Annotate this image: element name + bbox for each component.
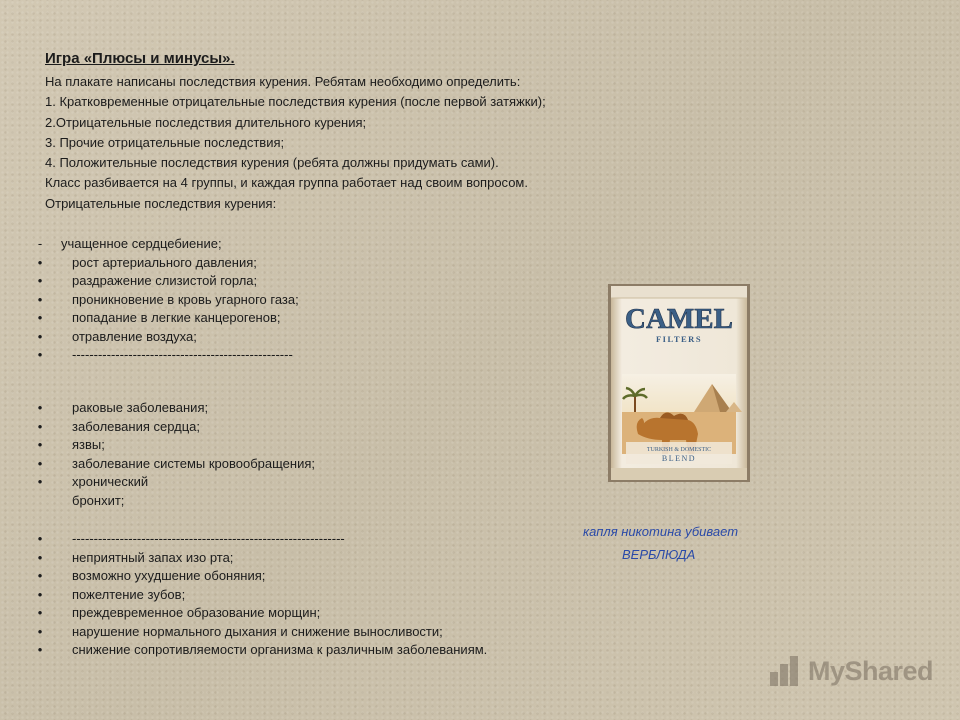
intro-line: На плакате написаны последствия курения. Ребятам необходимо определить: [45,74,521,89]
list-separator [30,530,522,549]
cigarette-pack-image [608,284,750,482]
brand-subtitle: FILTERS [655,334,703,344]
separator-text: --------------------------------------------------- [72,347,293,362]
brand-logo: CAMEL [625,303,733,335]
bullet-marker: • [37,347,43,362]
bullet-marker: • [37,474,43,489]
list-item-text: нарушение нормального дыхания и снижение выносливости; [72,623,443,639]
blend-label-line1: TURKISH & DOMESTIC [646,447,712,453]
image-caption-line1: капля никотина убивает [583,524,739,539]
intro-line: Класс разбивается на 4 группы, и каждая группа работает над своим вопросом. [45,175,528,191]
list-item-text: отравление воздуха; [72,328,197,344]
camel-pack-illustration [608,284,750,482]
watermark [768,654,933,688]
list-item-text: учащенное сердцебиение; [61,236,222,251]
list-item-text: снижение сопротивляемости организма к различным заболеваниям. [72,642,488,657]
list-item [30,418,315,437]
list-item [30,254,299,273]
list-item [30,235,299,254]
other-effects-list [30,530,522,660]
bullet-marker: • [37,291,43,307]
list-item-text: попадание в легкие канцерогенов; [72,310,281,325]
bullet-marker: • [37,605,43,620]
list-item [30,473,202,510]
list-item [30,549,522,568]
list-item-text: заболевание системы кровообращения; [72,455,316,471]
bullet-marker: • [37,642,43,657]
image-caption-line2: ВЕРБЛЮДА [622,547,696,562]
bullet-marker: • [37,623,43,639]
blend-label-line2: BLEND [661,454,697,463]
page-title: Игра «Плюсы и минусы». [45,50,235,67]
bullet-marker: • [37,400,43,415]
list-item-text: возможно ухудшение обоняния; [72,568,266,583]
bullet-marker: • [37,418,43,434]
list-item-text: раковые заболевания; [72,400,209,415]
bullet-marker: • [37,437,43,452]
list-item [30,436,315,455]
list-item-text: заболевания сердца; [72,418,201,434]
list-item [30,309,299,328]
list-item-text: преждевременное образование морщин; [72,605,321,620]
myshared-logo-icon [768,654,802,688]
list-item [30,623,522,642]
bullet-marker: • [37,568,43,583]
short-term-effects-list [30,235,299,365]
bullet-marker: • [37,549,43,565]
list-separator [30,346,299,365]
watermark-text: MyShared [808,655,934,686]
list-item-text: язвы; [72,437,105,452]
palm-tree [634,396,636,412]
bullet-marker: • [37,273,43,288]
intro-line: Отрицательные последствия курения: [45,195,277,211]
bullet-marker: • [37,586,43,602]
bullet-marker: • [37,328,43,344]
separator-text: --------------------------------------------------------------- [72,531,345,546]
list-item [30,641,522,660]
list-item [30,586,522,605]
list-item [30,399,315,418]
long-term-effects-list [30,399,315,510]
bullet-marker: • [37,254,43,270]
list-item [30,291,299,310]
pack-lid [611,286,747,298]
list-item-text: проникновение в кровь угарного газа; [72,291,299,307]
intro-line: 2.Отрицательные последствия длительного курения; [45,114,367,130]
list-item [30,455,315,474]
list-item [30,328,299,347]
bullet-marker: • [37,310,43,325]
list-item-text: рост артериального давления; [72,254,257,270]
list-item-text: хронический бронхит; [72,474,149,508]
list-item [30,272,299,291]
dash-marker: - [37,236,43,251]
bullet-marker: • [37,531,43,546]
intro-line: 4. Положительные последствия курения (ребята должны придумать сами). [45,155,499,171]
intro-line: 1. Кратковременные отрицательные последствия курения (после первой затяжки); [45,94,546,110]
list-item-text: неприятный запах изо рта; [72,549,234,565]
list-item-text: пожелтение зубов; [72,586,186,602]
intro-line: 3. Прочие отрицательные последствия; [45,134,285,150]
intro-text [45,72,546,214]
list-item-text: раздражение слизистой горла; [72,273,258,288]
list-item [30,567,522,586]
bullet-marker: • [37,455,43,471]
list-item [30,604,522,623]
